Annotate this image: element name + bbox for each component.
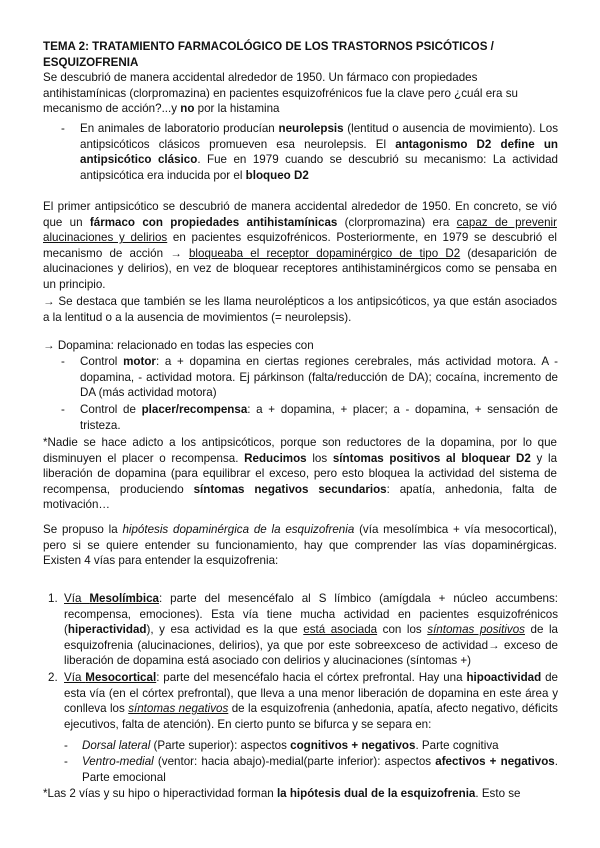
para2-text-3: en pacientes esquizofrénicos. Posteriormente, en 1979 se descubrió el mecanismo de acción → (43, 231, 557, 260)
adiccion-paragraph (43, 435, 557, 513)
neurolepticos-paragraph: → Se destaca que también se les llama neurolépticos a los antipsicóticos, ya que están asociados a la lentitud o a la ausencia de movimientos (= neurolepsis). (43, 295, 557, 324)
intro-text-end: por la histamina (194, 102, 280, 116)
nadie-text-3: y la liberación de dopamina (para equilibrar el exceso, pero esto bloquea la actividad del sistema de recompensa, produciendo (43, 451, 558, 496)
via2-heading-bold: Mesocortical (85, 671, 157, 684)
via-mesocortical-item (64, 670, 558, 732)
via2-underline-negativos: síntomas negativos (128, 702, 229, 716)
neurolepsis-bullet (80, 121, 558, 183)
via1-underline-positivos: síntomas positivos (427, 623, 525, 637)
para2-text-1: El primer antipsicótico se descubrió de manera accidental alrededor de 1950. En concreto, se vió que un (43, 200, 557, 229)
via1-text-3: con los (377, 623, 428, 637)
para2-underline-prevenir: capaz de prevenir alucinaciones y delirios (43, 215, 557, 245)
para2-text-2: (clorpromazina) era (337, 215, 457, 229)
sub1-text-2: . Parte cognitiva (415, 739, 499, 752)
bullet1-bold-bloqueo: bloqueo D2 (245, 168, 309, 182)
bullet-marker: - (64, 755, 68, 768)
placer-bold: placer/recompensa (141, 403, 248, 416)
history-paragraph (43, 199, 557, 293)
motor-text-2: : a + dopamina en ciertas regiones cerebrales, más actividad motora. A - dopamina, - actividad motora. Ej párkinson (falta/reducción de DA); cocaína, incremento de DA (más actividad motora) (80, 355, 558, 400)
title-line-2: ESQUIZOFRENIA (43, 55, 139, 69)
nadie-text-2: los (306, 451, 333, 465)
via-mesolimbica-item (64, 591, 558, 669)
via2-text-1: : parte del mesencéfalo hacia el córtex prefrontal. Hay una (156, 671, 467, 684)
propuso-italic-hipotesis: hipótesis dopaminérgica de la esquizofrenia (122, 523, 355, 536)
dorsal-lateral-item (82, 738, 558, 754)
via1-bold-hiperactividad: hiperactividad (67, 623, 147, 637)
sub2-text-1: (ventor: hacia abajo)-medial(parte inferior): aspectos (153, 755, 436, 768)
ventro-medial-item (82, 754, 558, 785)
via2-text-2: de esta vía (en el córtex prefrontal), que lleva a una menor liberación de dopamina en este área y conlleva los (64, 671, 558, 716)
nadie-bold-reducimos: Reducimos (244, 451, 307, 465)
final-text-2: . Esto se (475, 787, 521, 800)
bullet1-text-3: . Fue en 1979 cuando se descubrió su mecanismo: La actividad antipsicótica era inducida por el (80, 153, 558, 182)
via2-heading (64, 671, 156, 684)
final-text-1: *Las 2 vías y su hipo o hiperactividad forman (43, 787, 277, 800)
dopamina-motor-item (80, 354, 558, 401)
dopamina-heading: → Dopamina: relacionado en todas las especies con (43, 339, 314, 352)
bullet-marker: - (61, 355, 65, 368)
nadie-bold-sintomas: síntomas positivos al bloquear D2 (332, 451, 531, 465)
motor-bold: motor (123, 355, 156, 368)
para2-bold-farmaco: fármaco con propiedades antihistamínicas (89, 215, 338, 229)
via1-text-2: ), y esa actividad es la que (146, 623, 304, 637)
para2-underline-d2: bloqueaba el receptor dopaminérgico de tipo D2 (188, 246, 461, 260)
via1-heading-prefix: Vía (64, 592, 90, 605)
via2-bold-hipoactividad: hipoactividad (466, 671, 542, 684)
sub1-italic: Dorsal lateral (82, 739, 151, 752)
final-bold-hipotesis: la hipótesis dual de la esquizofrenia (276, 787, 476, 800)
list-number: 2. (48, 671, 58, 684)
motor-text-1: Control (80, 355, 124, 368)
hipotesis-paragraph (43, 522, 557, 569)
via2-text-3: de la esquizofrenia (anhedonia, apatía, afecto negativo, déficits ejecutivos, falta de atención). En cierto punto se bifurca y se separa en: (64, 702, 558, 731)
intro-paragraph (43, 70, 563, 117)
placer-text-2: : a + dopamina, + placer; a - dopamina, + sensación de tristeza. (80, 403, 558, 432)
bullet-marker: - (61, 122, 65, 135)
sub1-bold: cognitivos + negativos (290, 739, 416, 752)
bullet-marker: - (61, 403, 65, 416)
propuso-text-1: Se propuso la (43, 523, 123, 536)
bullet1-bold-antagonismo: antagonismo D2 define un antipsicótico clásico (80, 137, 558, 167)
bullet-marker: - (64, 739, 68, 752)
via1-heading (64, 592, 159, 605)
sub2-italic: Ventro-medial (82, 755, 154, 768)
intro-bold-no: no (180, 102, 195, 116)
sub1-text-1: (Parte superior): aspectos (150, 739, 291, 752)
nadie-bold-negativos: síntomas negativos secundarios (193, 482, 387, 496)
nadie-text-4: : apatía, anhedonia, falta de motivación… (43, 482, 557, 512)
dopamina-placer-item (80, 402, 558, 433)
propuso-text-2: (vía mesolímbica + vía mesocortical), pero si se quiere entender su funcionamiento, hay que comprender las vías dopaminérgicas. Existen 4 vías para entender la esquizofrenia: (43, 523, 557, 568)
intro-text: Se descubrió de manera accidental alrededor de 1950. Un fármaco con propiedades antihistamínicas (clorpromazina) en pacientes esquizofrénicos fue la clave pero ¿cuál era su mecanismo de acción?...y (43, 71, 518, 116)
para2-text-4: (desaparición de alucinaciones y delirios), en vez de bloquear receptores antihistaminérgicos como se pensaba en un principio. (43, 246, 557, 291)
bullet1-text-1: En animales de laboratorio producían (80, 122, 279, 135)
document-title (43, 39, 563, 70)
via1-heading-bold: Mesolímbica (89, 592, 159, 605)
bullet1-text-2: (lentitud o ausencia de movimiento). Los antipsicóticos clásicos promueven esa neurolepsis. El (80, 122, 558, 151)
via1-text-1: : parte del mesencéfalo al S límbico (amígdala + núcleo accumbens: recompensa, emociones). Esta vía tiene mucha actividad en pacientes esquizofrénicos ( (64, 592, 558, 637)
final-paragraph (43, 786, 563, 802)
placer-text-1: Control de (80, 403, 142, 416)
sub2-text-2: . Parte emocional (82, 755, 558, 784)
title-line-1: TEMA 2: TRATAMIENTO FARMACOLÓGICO DE LOS TRASTORNOS PSICÓTICOS / (43, 40, 494, 53)
sub2-bold: afectivos + negativos (435, 755, 555, 768)
via2-heading-prefix: Vía (64, 671, 86, 684)
bullet1-bold-neurolepsis: neurolepsis (278, 122, 344, 135)
nadie-text-1: *Nadie se hace adicto a los antipsicóticos, porque son reductores de la dopamina, por lo que disminuyen el placer o recompensa. (43, 436, 557, 465)
via1-text-4: de la esquizofrenia (alucinaciones, delirios), ya que por este sobreexceso de actividad→ exceso de liberación de dopamina está asociado con delirios y alucinaciones (síntomas +) (64, 623, 558, 668)
via1-underline-asociada: está asociada (303, 623, 378, 637)
list-number: 1. (48, 592, 58, 605)
